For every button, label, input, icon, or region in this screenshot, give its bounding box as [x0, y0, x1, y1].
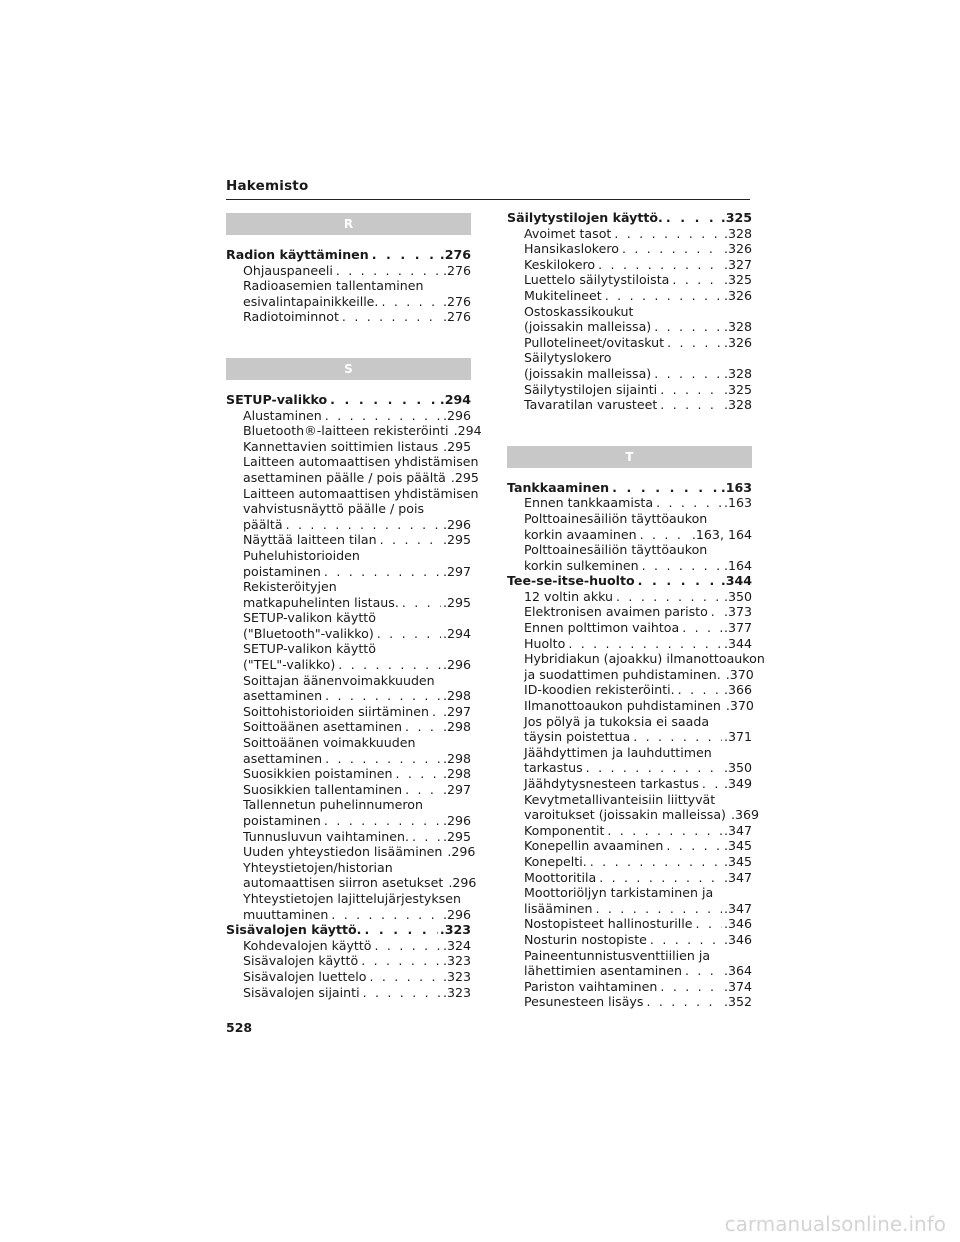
- index-entry: asettaminen . . . .298: [226, 751, 471, 767]
- index-entry: automaattisen siirron asetukset .296: [243, 875, 477, 891]
- index-entry: Soittoäänen asettaminen . . . .298: [226, 719, 471, 735]
- index-entry: Bluetooth®-laitteen rekisteröinti .294: [243, 423, 482, 439]
- index-entry: Keskilokero . . . .327: [507, 257, 752, 273]
- index-entry-line: Tallennetun puhelinnumeron: [243, 797, 423, 813]
- index-entry: Ennen tankkaamista . . . .163: [507, 495, 752, 511]
- index-entry-line: Puheluhistorioiden: [243, 547, 360, 563]
- index-entry: Konepelti. . . . .345: [507, 854, 752, 870]
- index-entry-line: Paineentunnistusventtiilien ja: [524, 947, 711, 963]
- index-entry: poistaminen . . . .297: [226, 564, 471, 580]
- index-entry-line: Rekisteröityjen: [243, 579, 337, 595]
- index-entry: ("Bluetooth"-valikko) . . . .294: [226, 626, 471, 642]
- index-entry-line: Yhteystietojen/historian: [243, 859, 393, 875]
- letter-band-s: S: [226, 358, 471, 380]
- index-entry: Tavaratilan varusteet . . . .328: [507, 397, 752, 413]
- index-entry-line: SETUP-valikon käyttö: [243, 610, 376, 626]
- index-entry: Nostopisteet hallinosturille . . . .346: [507, 916, 752, 932]
- index-entry: Näyttää laitteen tilan . . . .295: [226, 532, 471, 548]
- index-entry: Komponentit . . . .347: [507, 823, 752, 839]
- page-title: Hakemisto: [226, 178, 309, 194]
- index-entry-line: Kevytmetallivanteisiin liittyvät: [524, 791, 716, 807]
- index-entry-main: Radion käyttäminen . . . .276: [226, 247, 471, 263]
- index-entry: Pariston vaihtaminen . . . .374: [507, 979, 752, 995]
- index-entry: korkin avaaminen . . . .163, 164: [507, 527, 752, 543]
- index-entry: Uuden yhteystiedon lisääminen .296: [243, 844, 476, 860]
- index-entry: päältä . . . .296: [226, 517, 471, 533]
- index-entry-line: Laitteen automaattisen yhdistämisen: [243, 454, 479, 470]
- index-entry-main: Tankkaaminen . . . .163: [507, 480, 752, 496]
- index-entry-main: Säilytystilojen käyttö. . . . .325: [507, 210, 752, 226]
- watermark: carmanualsonline.info: [724, 1212, 946, 1236]
- index-entry: Soittohistorioiden siirtäminen . . . .297: [226, 704, 471, 720]
- index-entry: ("TEL"-valikko) . . . .296: [226, 657, 471, 673]
- index-entry: ja suodattimen puhdistaminen. .370: [524, 666, 754, 682]
- index-entry-line: Radioasemien tallentaminen: [243, 278, 424, 294]
- index-entry: Suosikkien tallentaminen . . . .297: [226, 782, 471, 798]
- index-entry: Suosikkien poistaminen . . . .298: [226, 766, 471, 782]
- index-entry: Tunnusluvun vaihtaminen. . . . .295: [226, 829, 471, 845]
- index-entry: Pesunesteen lisäys . . . .352: [507, 994, 752, 1010]
- index-entry: Nosturin nostopiste . . . .346: [507, 932, 752, 948]
- index-entry: 12 voltin akku . . . .350: [507, 589, 752, 605]
- index-entry: asettaminen . . . .298: [226, 688, 471, 704]
- index-entry: Kannettavien soittimien listaus .295: [243, 438, 472, 454]
- index-entry: Kohdevalojen käyttö . . . .324: [226, 938, 471, 954]
- index-entry: asettaminen päälle / pois päältä .295: [243, 469, 479, 485]
- index-entry: poistaminen . . . .296: [226, 813, 471, 829]
- index-entry: Ilmanottoaukon puhdistaminen .370: [524, 698, 754, 714]
- index-entry-line: Polttoainesäiliön täyttöaukon: [524, 510, 708, 526]
- index-entry: Konepellin avaaminen . . . .345: [507, 838, 752, 854]
- index-entry: (joissakin malleissa) . . . .328: [507, 319, 752, 335]
- index-entry: Luettelo säilytystiloista . . . .325: [507, 272, 752, 288]
- index-entry: täysin poistettua . . . .371: [507, 729, 752, 745]
- index-entry: ID-koodien rekisteröinti. . . . .366: [507, 682, 752, 698]
- index-entry-line: Soittoäänen voimakkuuden: [243, 735, 416, 751]
- index-entry-line: Moottoriöljyn tarkistaminen ja: [524, 885, 714, 901]
- page-header: [226, 178, 750, 200]
- index-entry-line: Laitteen automaattisen yhdistämisen: [243, 485, 479, 501]
- index-entry: lisääminen . . . .347: [507, 901, 752, 917]
- header-divider: [226, 199, 750, 200]
- index-entry: korkin sulkeminen . . . .164: [507, 558, 752, 574]
- index-column-right: [507, 210, 765, 1010]
- index-entry: Hansikaslokero . . . .326: [507, 241, 752, 257]
- index-entry: esivalintapainikkeille. . . . .276: [226, 294, 471, 310]
- index-entry: Säilytystilojen sijainti . . . .325: [507, 382, 752, 398]
- index-entry: tarkastus . . . .350: [507, 760, 752, 776]
- index-entry-main: Tee-se-itse-huolto . . . .344: [507, 573, 752, 589]
- index-entry: varoitukset (joissakin malleissa) .369: [524, 807, 760, 823]
- index-entry-line: Soittajan äänenvoimakkuuden: [243, 672, 435, 688]
- index-entry: Alustaminen . . . .296: [226, 408, 471, 424]
- index-column-left: [226, 213, 482, 1000]
- index-entry: Avoimet tasot . . . .328: [507, 226, 752, 242]
- index-entry: Jäähdytysnesteen tarkastus . . . .349: [507, 776, 752, 792]
- index-entry: (joissakin malleissa) . . . .328: [507, 366, 752, 382]
- index-entry: muuttaminen . . . .296: [226, 907, 471, 923]
- index-entry-line: Hybridiakun (ajoakku) ilmanottoaukon: [524, 651, 765, 667]
- index-entry-line: Polttoainesäiliön täyttöaukon: [524, 542, 708, 558]
- index-entry: Sisävalojen sijainti . . . .323: [226, 985, 471, 1001]
- index-entry: Mukitelineet . . . .326: [507, 288, 752, 304]
- index-entry-main: SETUP-valikko . . . .294: [226, 392, 471, 408]
- letter-band-t: T: [507, 446, 752, 468]
- index-entry-main: Sisävalojen käyttö. . . . .323: [226, 922, 471, 938]
- index-entry: Ennen polttimon vaihtoa . . . .377: [507, 620, 752, 636]
- index-entry: Moottoritila . . . .347: [507, 870, 752, 886]
- letter-band-r: R: [226, 213, 471, 235]
- index-entry: Huolto . . . .344: [507, 636, 752, 652]
- index-entry-line: SETUP-valikon käyttö: [243, 641, 376, 657]
- index-entry-line: Yhteystietojen lajittelujärjestyksen: [243, 890, 461, 906]
- index-entry: lähettimien asentaminen . . . .364: [507, 963, 752, 979]
- index-entry-line: Säilytyslokero: [524, 350, 612, 366]
- index-entry: matkapuhelinten listaus. . . . .295: [226, 595, 471, 611]
- index-entry: Pullotelineet/ovitaskut . . . .326: [507, 335, 752, 351]
- index-entry: Radiotoiminnot . . . .276: [226, 309, 471, 325]
- index-entry-line: vahvistusnäyttö päälle / pois: [243, 501, 425, 517]
- page-number: 528: [226, 1020, 253, 1035]
- index-entry: Sisävalojen luettelo . . . .323: [226, 969, 471, 985]
- index-entry: Ohjauspaneeli . . . .276: [226, 263, 471, 279]
- index-entry-line: Ostoskassikoukut: [524, 303, 634, 319]
- index-entry-line: Jos pölyä ja tukoksia ei saada: [524, 713, 710, 729]
- index-entry-line: Jäähdyttimen ja lauhduttimen: [524, 744, 712, 760]
- index-entry: Elektronisen avaimen paristo . . . .373: [507, 604, 752, 620]
- index-entry: Sisävalojen käyttö . . . .323: [226, 953, 471, 969]
